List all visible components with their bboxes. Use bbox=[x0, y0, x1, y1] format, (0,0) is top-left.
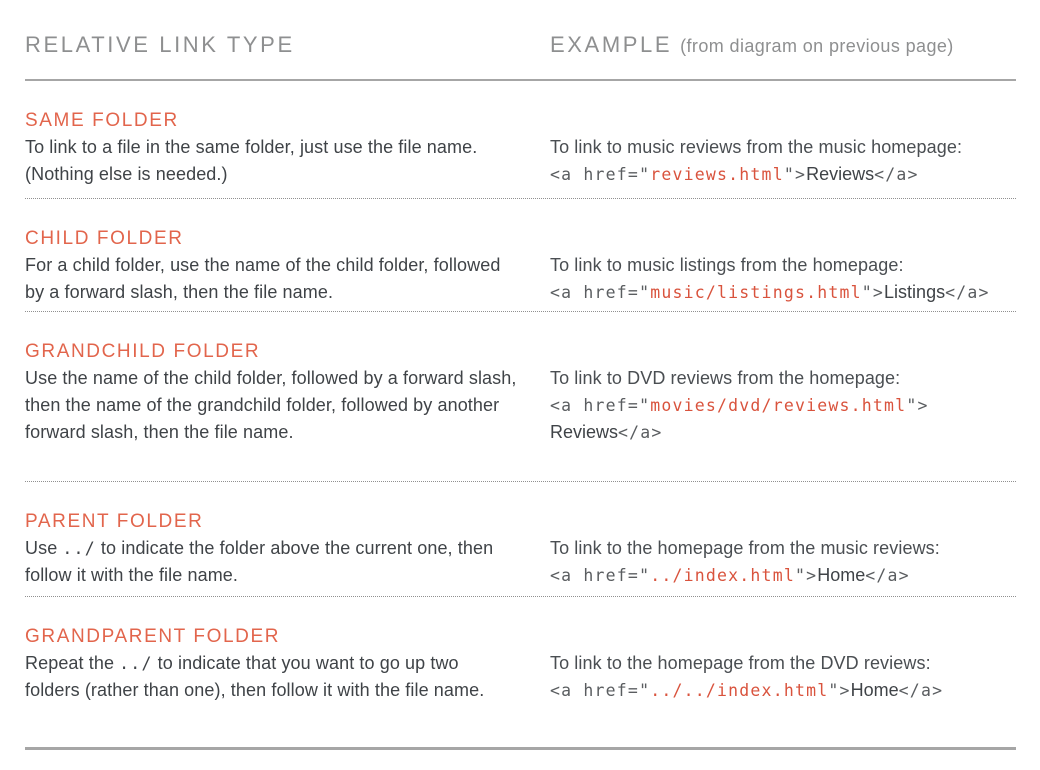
row-right-cell bbox=[550, 508, 1016, 596]
header-right-cell bbox=[550, 31, 1016, 59]
example-intro: To link to music listings from the homepage: bbox=[550, 255, 904, 275]
row-left-cell bbox=[25, 623, 517, 747]
example-intro: To link to DVD reviews from the homepage: bbox=[550, 368, 901, 388]
row-left-cell bbox=[25, 508, 517, 596]
row-description: To link to a file in the same folder, just use the file name. (Nothing else is needed.) bbox=[25, 137, 478, 184]
row-right-cell bbox=[550, 225, 1016, 311]
table-row-child-folder bbox=[25, 199, 1016, 312]
row-description: Repeat the ../ to indicate that you want to go up two folders (rather than one), then follow it with the file name. bbox=[25, 653, 485, 700]
table-row-parent-folder bbox=[25, 482, 1016, 597]
row-description: Use ../ to indicate the folder above the current one, then follow it with the file name. bbox=[25, 538, 494, 585]
row-heading: GRANDPARENT FOLDER bbox=[25, 626, 281, 647]
example-block bbox=[550, 252, 1016, 306]
row-right-cell bbox=[550, 623, 1016, 747]
example-block bbox=[550, 535, 1016, 589]
row-left-cell bbox=[25, 225, 517, 311]
example-intro: To link to the homepage from the music reviews: bbox=[550, 538, 940, 558]
column-title-example: EXAMPLE bbox=[550, 32, 673, 57]
table-row-grandchild-folder bbox=[25, 312, 1016, 482]
example-code: <a href="music/listings.html">Listings</a> bbox=[550, 282, 990, 302]
row-heading: GRANDCHILD FOLDER bbox=[25, 341, 261, 362]
example-block bbox=[550, 134, 1016, 188]
example-block bbox=[550, 650, 1016, 704]
row-description: Use the name of the child folder, followed by a forward slash, then the name of the grandchild folder, followed by another forward slash, then the file name. bbox=[25, 368, 517, 442]
example-code: <a href="reviews.html">Reviews</a> bbox=[550, 164, 919, 184]
row-heading: CHILD FOLDER bbox=[25, 228, 184, 249]
column-title-link-type: RELATIVE LINK TYPE bbox=[25, 32, 295, 57]
example-code: <a href="../index.html">Home</a> bbox=[550, 565, 910, 585]
row-left-cell bbox=[25, 107, 517, 198]
table-header bbox=[25, 0, 1016, 79]
header-left-cell bbox=[25, 31, 517, 59]
footer-rule bbox=[25, 747, 1016, 750]
row-left-cell bbox=[25, 338, 517, 481]
table-row-same-folder bbox=[25, 81, 1016, 199]
example-code: <a href="movies/dvd/reviews.html"> Reviews</a> bbox=[550, 396, 929, 442]
example-code: <a href="../../index.html">Home</a> bbox=[550, 680, 944, 700]
row-heading: SAME FOLDER bbox=[25, 110, 179, 131]
row-right-cell bbox=[550, 107, 1016, 198]
example-intro: To link to the homepage from the DVD reviews: bbox=[550, 653, 931, 673]
column-subtitle-example: (from diagram on previous page) bbox=[680, 36, 954, 56]
row-right-cell bbox=[550, 338, 1016, 481]
table-row-grandparent-folder bbox=[25, 597, 1016, 747]
row-description: For a child folder, use the name of the child folder, followed by a forward slash, then the file name. bbox=[25, 255, 501, 302]
example-intro: To link to music reviews from the music homepage: bbox=[550, 137, 963, 157]
row-heading: PARENT FOLDER bbox=[25, 511, 204, 532]
example-block bbox=[550, 365, 1016, 446]
